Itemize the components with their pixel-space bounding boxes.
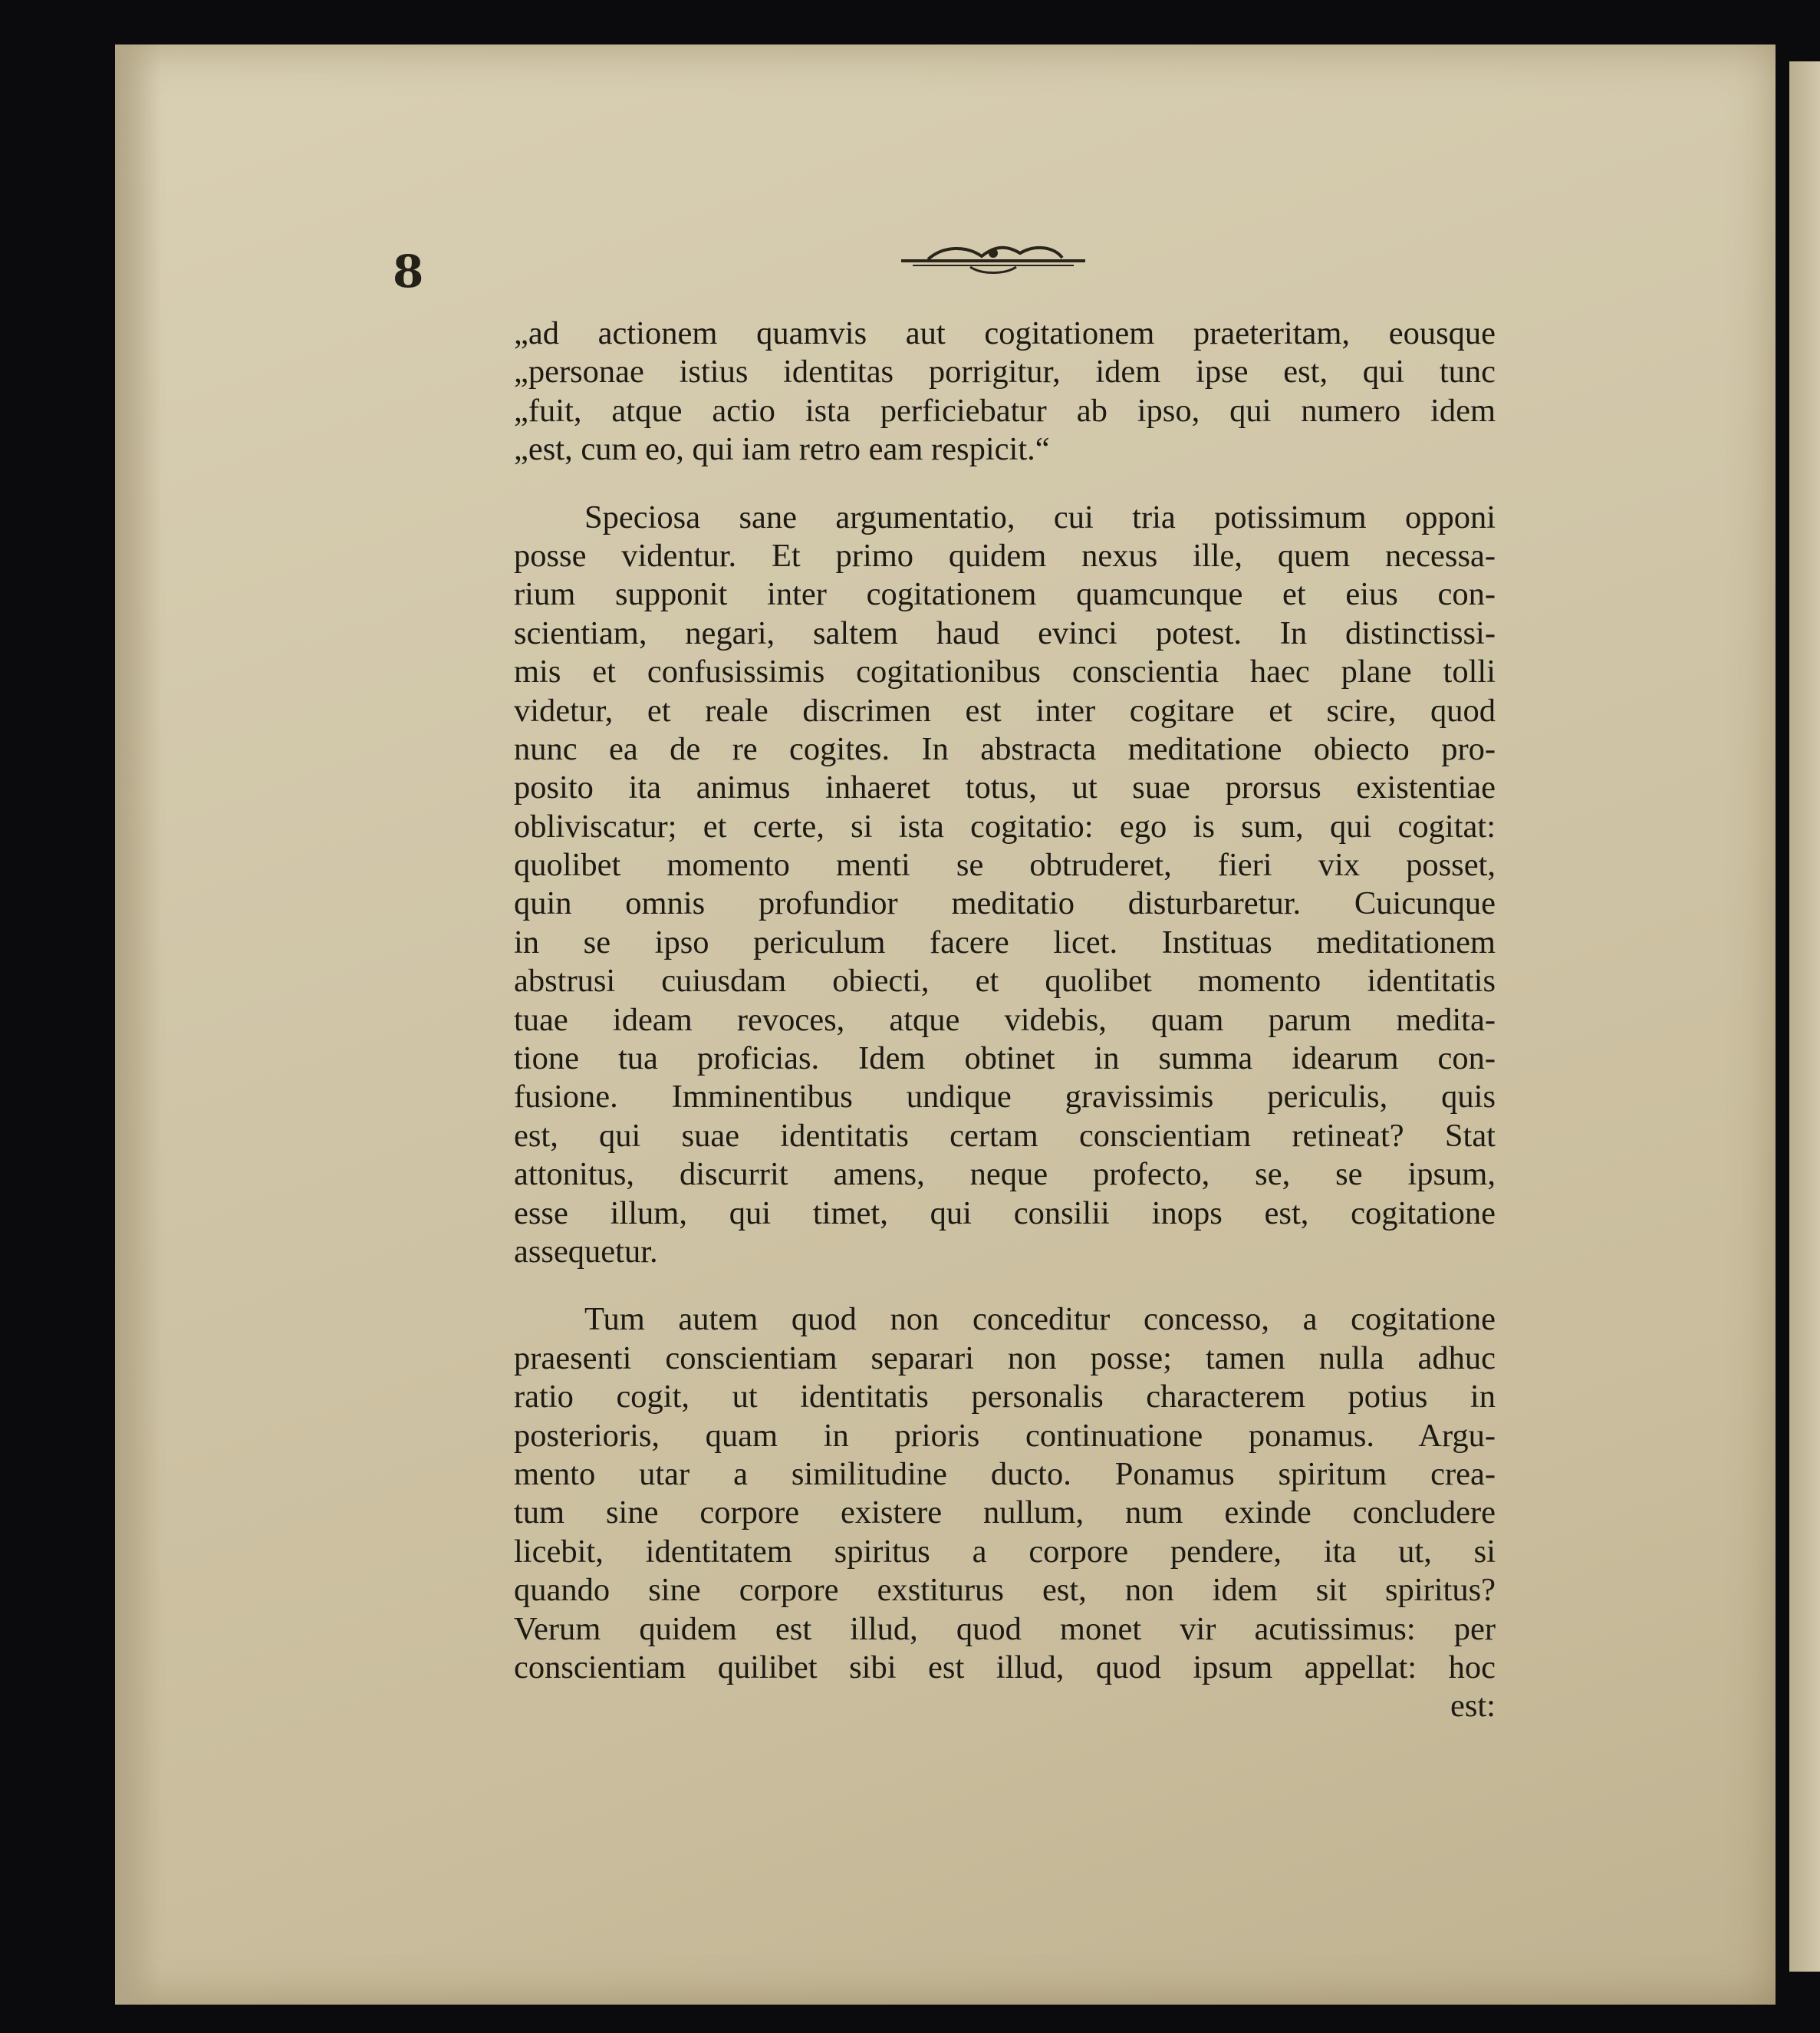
text-line: Speciosa sane argumentatio, cui tria potissimum opponi bbox=[584, 499, 1496, 535]
text-line: abstrusi cuiusdam obiecti, et quolibet momento identitatis bbox=[514, 963, 1496, 1000]
text-line: quando sine corpore exstiturus est, non idem sit spiritus? bbox=[514, 1572, 1496, 1609]
text-line: mento utar a similitudine ducto. Ponamus spiritum crea- bbox=[514, 1455, 1496, 1492]
text-line: mis et confusissimis cogitationibus conscientia haec plane tolli bbox=[514, 654, 1496, 690]
paragraph-tum-autem bbox=[514, 1300, 1496, 1725]
page-edge-shadow bbox=[115, 44, 161, 2005]
text-line: tum sine corpore existere nullum, num exinde concludere bbox=[514, 1494, 1496, 1531]
text-line: assequetur. bbox=[514, 1233, 658, 1270]
text-line: nunc ea de re cogites. In abstracta meditatione obiecto pro- bbox=[514, 730, 1496, 767]
text-line: Tum autem quod non conceditur concesso, a cogitatione bbox=[584, 1301, 1496, 1338]
text-line: „fuit, atque actio ista perficiebatur ab ipso, qui numero idem bbox=[514, 392, 1496, 429]
text-line: tione tua proficias. Idem obtinet in summa idearum con- bbox=[514, 1040, 1496, 1077]
text-line: Verum quidem est illud, quod monet vir acutissimus: per bbox=[514, 1610, 1496, 1647]
text-line: „est, cum eo, qui iam retro eam respicit.“ bbox=[514, 431, 1050, 468]
text-line: attonitus, discurrit amens, neque profecto, se, se ipsum, bbox=[514, 1156, 1496, 1193]
page-text bbox=[514, 315, 1496, 1755]
text-line: posse videntur. Et primo quidem nexus ille, quem necessa- bbox=[514, 537, 1496, 574]
text-line: videtur, et reale discrimen est inter cogitare et scire, quod bbox=[514, 692, 1496, 729]
text-line: conscientiam quilibet sibi est illud, quod ipsum appellat: hoc bbox=[514, 1649, 1496, 1685]
text-line: tuae ideam revoces, atque videbis, quam parum medita- bbox=[514, 1001, 1496, 1038]
text-line: quolibet momento menti se obtruderet, fieri vix posset, bbox=[514, 847, 1496, 884]
text-line: est, qui suae identitatis certam conscientiam retineat? Stat bbox=[514, 1117, 1496, 1154]
text-line: posterioris, quam in prioris continuatione ponamus. Argu- bbox=[514, 1417, 1496, 1454]
text-line: rium supponit inter cogitationem quamcunque et eius con- bbox=[514, 576, 1496, 613]
text-line: ratio cogit, ut identitatis personalis characterem potius in bbox=[514, 1379, 1496, 1415]
text-line: scientiam, negari, saltem haud evinci potest. In distinctissi- bbox=[514, 615, 1496, 651]
catchword: est: bbox=[1450, 1688, 1496, 1725]
text-line: quin omnis profundior meditatio disturbaretur. Cuicunque bbox=[514, 885, 1496, 922]
text-line: licebit, identitatem spiritus a corpore pendere, ita ut, si bbox=[514, 1533, 1496, 1570]
text-line: in se ipso periculum facere licet. Instituas meditationem bbox=[514, 924, 1496, 960]
text-line: praesenti conscientiam separari non posse; tamen nulla adhuc bbox=[514, 1339, 1496, 1376]
text-line: fusione. Imminentibus undique gravissimis periculis, quis bbox=[514, 1079, 1496, 1115]
page-number: 8 bbox=[393, 245, 424, 298]
decorative-vine-ornament-icon bbox=[897, 239, 1089, 278]
facing-page-edge bbox=[1789, 61, 1820, 1972]
text-line: „ad actionem quamvis aut cogitationem praeteritam, eousque bbox=[514, 315, 1496, 351]
text-line: esse illum, qui timet, qui consilii inops est, cogitatione bbox=[514, 1194, 1496, 1231]
paragraph-speciosa bbox=[514, 499, 1496, 1272]
paragraph-quotation bbox=[514, 315, 1496, 470]
text-line: obliviscatur; et certe, si ista cogitatio: ego is sum, qui cogitat: bbox=[514, 808, 1496, 845]
text-line: „personae istius identitas porrigitur, idem ipse est, qui tunc bbox=[514, 354, 1496, 390]
text-line: posito ita animus inhaeret totus, ut suae prorsus existentiae bbox=[514, 769, 1496, 806]
